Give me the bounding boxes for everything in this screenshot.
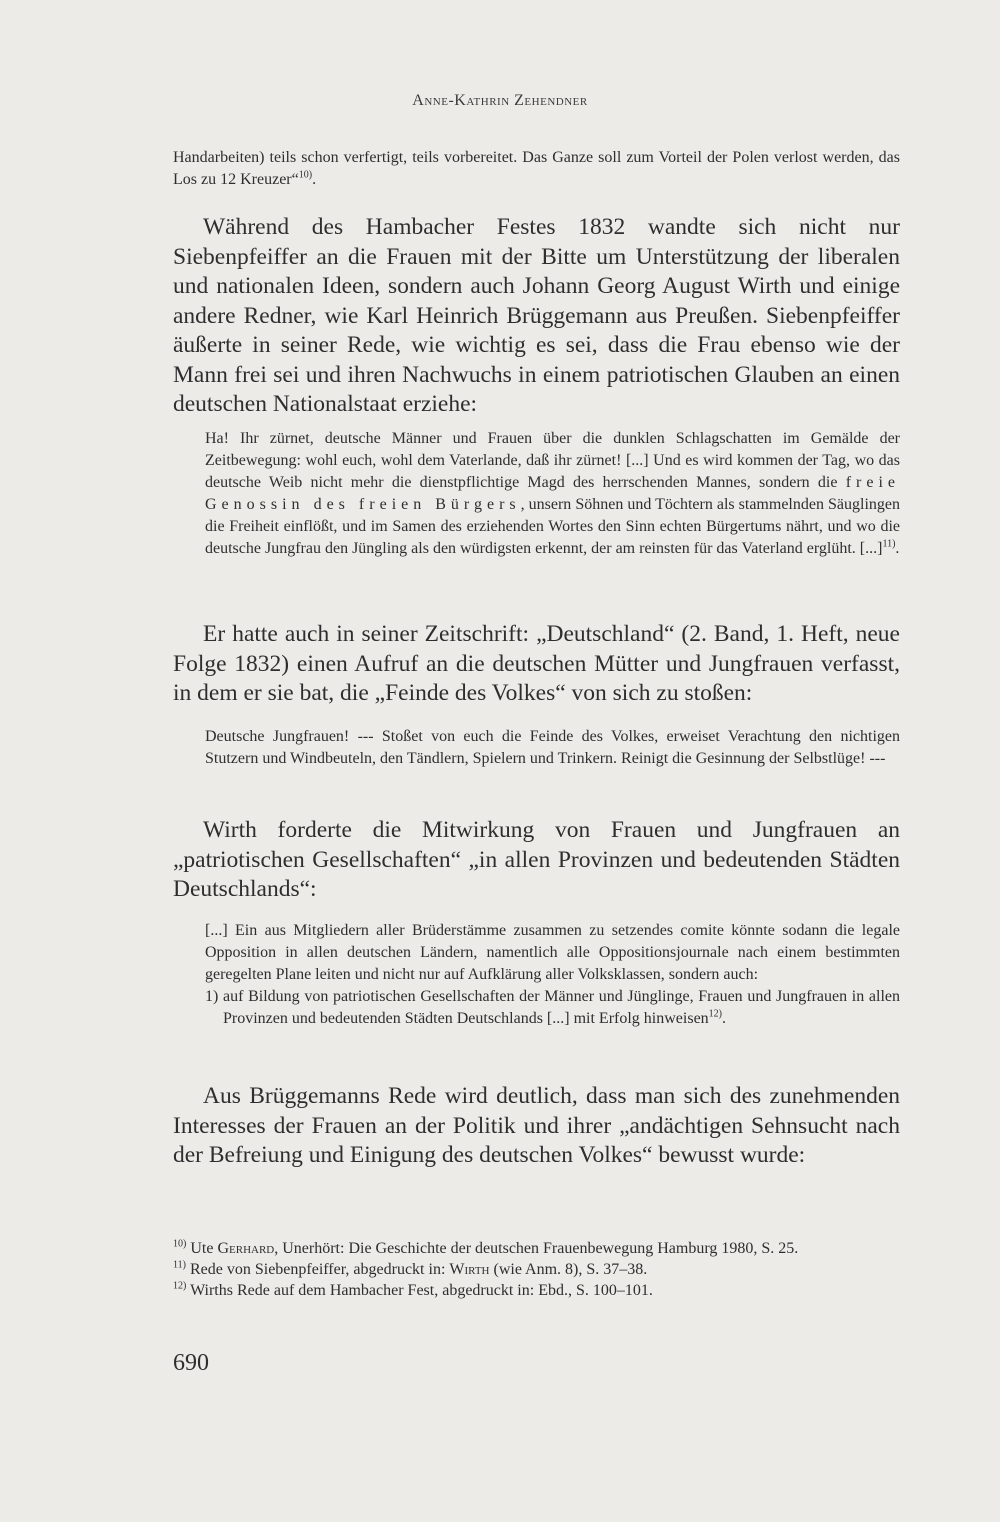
running-head: Anne-Kathrin Zehendner	[412, 92, 588, 109]
page-number: 690	[173, 1350, 209, 1376]
block-quote-1: Ha! Ihr zürnet, deutsche Männer und Frauen über die dunklen Schlagschatten im Gemälde der Zeitbewegung: wohl euch, wohl dem Vaterlande, daß ihr zürnet! [...] Und es wird kommen der Tag, wo das deutsche Weib nicht mehr die dienstpflichtige Magd des herrschenden Mannes, sondern die freie Genossin des freien Bürgers, unsern Söhnen und Töchtern als stammelnden Säuglingen die Freiheit einflößt, und im Samen des erziehenden Wortes den Sinn echten Bürgertums nährt, und wo die deutsche Jungfrau den Jüngling als den würdigsten erkennt, der am reinsten für das Vaterland erglüht. [...]$^{11)}$.	[205, 430, 901, 557]
continuation-body: Handarbeiten) teils schon verfertigt, teils vorbereitet. Das Ganze soll zum Vorteil der Polen verlost werden, das Los zu 12 Kreuzer“	[173, 149, 900, 188]
footnote-ref-12: 12)	[708, 1008, 723, 1020]
paragraph-2: Er hatte auch in seiner Zeitschrift: „Deutschland“ (2. Band, 1. Heft, neue Folge 1832) einen Aufruf an die deutschen Mütter und Jungfrauen verfasst, in dem er sie bat, die „Feinde des Volkes“ von sich zu stoßen:	[173, 621, 900, 706]
spaced-emphasis: freie Genossin des freien Bürgers	[205, 474, 901, 513]
quote-list-item: 1) auf Bildung von patriotischen Gesellschaften der Männer und Jünglinge, Frauen und Jungfrauen in allen Provinzen und bedeutenden Städten Deutschlands [...] mit Erfolg hinweisen$^{12)}$.	[205, 988, 900, 1027]
paragraph-4: Aus Brüggemanns Rede wird deutlich, dass man sich des zunehmenden Interesses der Frauen an der Politik und ihrer „andächtigen Sehnsucht nach der Befreiung und Einigung des deutschen Volkes“ bewusst wurde:	[173, 1083, 900, 1168]
footnotes	[173, 1238, 900, 1301]
continuation-text: Handarbeiten) teils schon verfertigt, teils vorbereitet. Das Ganze soll zum Vorteil der Polen verlost werden, das Los zu 12 Kreuzer“$^{10)}$.	[173, 149, 900, 188]
paragraph-3: Wirth forderte die Mitwirkung von Frauen und Jungfrauen an „patriotischen Gesellschaften“ „in allen Provinzen und bedeutenden Städten Deutschlands“:	[173, 817, 900, 902]
footnote-10: $^{10)}$ Ute Gerhard, Unerhört: Die Geschichte der deutschen Frauenbewegung Hamburg 1980, S. 25.	[173, 1238, 799, 1257]
footnote-12: $^{12)}$ Wirths Rede auf dem Hambacher Fest, abgedruckt in: Ebd., S. 100–101.	[173, 1280, 653, 1299]
block-quote-3: [...] Ein aus Mitgliedern aller Brüderstämme zusammen zu setzendes comite könnte sodann die legale Opposition in allen deutschen Ländern, namentlich alle Oppositionsjournale nach einem bestimmten geregelten Plane leiten und nicht nur auf Aufklärung aller Volksklassen, sondern auch: 1) auf Bildung von patriotischen Gesellschaften der Männer und Jünglinge, Frauen und Jungfrauen in allen Provinzen und bedeutenden Städten Deutschlands [...] mit Erfolg hinweisen$^{12)}$.	[205, 920, 900, 1030]
block-quote-2: Deutsche Jungfrauen! --- Stoßet von euch die Feinde des Volkes, erweiset Verachtung den nichtigen Stutzern und Windbeuteln, den Tändlern, Spielern und Trinkern. Reinigt die Gesinnung der Selbstlüge! ---	[205, 728, 900, 767]
footnote-11: $^{11)}$ Rede von Siebenpfeiffer, abgedruckt in: Wirth (wie Anm. 8), S. 37–38.	[173, 1259, 648, 1278]
footnote-ref-11: 11)	[882, 538, 896, 550]
footnote-ref-10: 10)	[298, 169, 313, 181]
paragraph-1: Während des Hambacher Festes 1832 wandte sich nicht nur Siebenpfeiffer an die Frauen mit der Bitte um Unterstützung der liberalen und nationalen Ideen, sondern auch Johann Georg August Wirth und einige andere Redner, wie Karl Heinrich Brüggemann aus Preußen. Siebenpfeiffer äußerte in seiner Rede, wie wichtig es sei, dass die Frau ebenso wie der Mann frei sei und ihren Nachwuchs in einem patriotischen Glauben an einen deutschen Nationalstaat erziehe:	[173, 214, 900, 417]
